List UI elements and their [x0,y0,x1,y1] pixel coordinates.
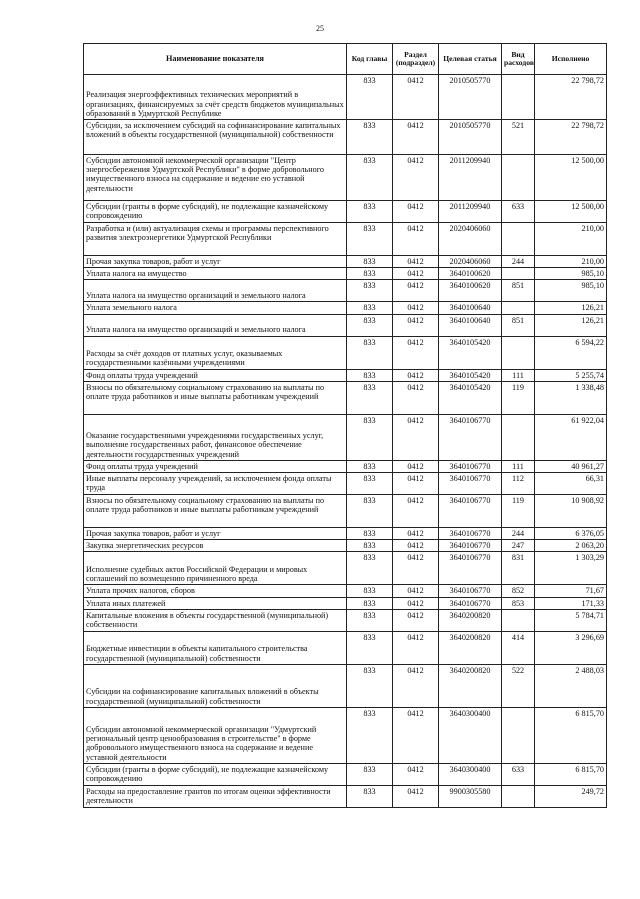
row-target-article: 2020406060 [439,223,502,256]
table-row [84,75,607,120]
row-executed: 210,00 [535,223,607,256]
row-name: Фонд оплаты труда учреждений [84,369,347,381]
row-section: 0412 [393,540,439,552]
row-expense-kind [502,785,535,807]
row-executed: 10 908,92 [535,495,607,528]
table-row [84,631,607,664]
row-chapter-code: 833 [347,664,393,707]
row-expense-kind: 831 [502,552,535,585]
row-chapter-code: 833 [347,528,393,540]
row-section: 0412 [393,302,439,314]
row-target-article: 3640106770 [439,597,502,609]
table-row [84,597,607,609]
header-executed: Исполнено [535,44,607,75]
row-name: Расходы на предоставление грантов по итогам оценки эффективности деятельности [84,785,347,807]
row-section: 0412 [393,707,439,763]
row-expense-kind: 851 [502,314,535,336]
page-number: 25 [316,24,324,33]
table-row [84,223,607,256]
row-target-article: 3640106770 [439,473,502,495]
row-name: Субсидии, за исключением субсидий на софинансирование капитальных вложений в объекты государственной (муниципальной) собственности [84,120,347,155]
table-row [84,473,607,495]
row-chapter-code: 833 [347,201,393,223]
row-chapter-code: 833 [347,120,393,155]
row-name: Субсидии автономной некоммерческой организации "Удмуртский региональный центр ценообразования в строительстве" в форме добровольного имущественного взноса на содержание и ведение уставной деятельности [84,707,347,763]
row-section: 0412 [393,336,439,369]
row-expense-kind: 521 [502,120,535,155]
row-expense-kind [502,414,535,460]
table-row [84,763,607,785]
row-section: 0412 [393,314,439,336]
table-row [84,369,607,381]
row-section: 0412 [393,369,439,381]
row-chapter-code: 833 [347,336,393,369]
row-expense-kind [502,75,535,120]
row-executed: 985,10 [535,280,607,302]
row-expense-kind [502,268,535,280]
row-chapter-code: 833 [347,460,393,472]
table-row [84,381,607,414]
row-expense-kind: 119 [502,495,535,528]
row-chapter-code: 833 [347,707,393,763]
row-target-article: 3640300400 [439,763,502,785]
row-chapter-code: 833 [347,75,393,120]
row-section: 0412 [393,256,439,268]
row-executed: 2 063,20 [535,540,607,552]
row-expense-kind: 633 [502,201,535,223]
row-name: Уплата налога на имущество [84,268,347,280]
row-expense-kind [502,336,535,369]
row-name: Исполнение судебных актов Российской Федерации и мировых соглашений по возмещению причиненного вреда [84,552,347,585]
row-section: 0412 [393,495,439,528]
row-chapter-code: 833 [347,597,393,609]
row-expense-kind: 851 [502,280,535,302]
header-article: Целевая статья [439,44,502,75]
header-code: Код главы [347,44,393,75]
row-expense-kind: 852 [502,585,535,597]
row-executed: 171,33 [535,597,607,609]
row-chapter-code: 833 [347,785,393,807]
row-chapter-code: 833 [347,302,393,314]
row-chapter-code: 833 [347,280,393,302]
expenditure-table [83,43,607,808]
row-section: 0412 [393,585,439,597]
row-executed: 210,00 [535,256,607,268]
row-expense-kind: 633 [502,763,535,785]
header-kind: Вид расходов [502,44,535,75]
table-row [84,201,607,223]
row-target-article: 2010505770 [439,75,502,120]
row-section: 0412 [393,609,439,631]
table-row [84,314,607,336]
row-section: 0412 [393,597,439,609]
row-section: 0412 [393,631,439,664]
table-row [84,302,607,314]
row-executed: 6 815,70 [535,707,607,763]
row-target-article: 3640100640 [439,314,502,336]
row-section: 0412 [393,75,439,120]
row-section: 0412 [393,785,439,807]
row-target-article: 3640300400 [439,707,502,763]
row-executed: 22 798,72 [535,75,607,120]
row-executed: 12 500,00 [535,201,607,223]
row-name: Уплата иных платежей [84,597,347,609]
row-section: 0412 [393,414,439,460]
row-name: Закупка энергетических ресурсов [84,540,347,552]
row-target-article: 3640200820 [439,664,502,707]
row-chapter-code: 833 [347,155,393,201]
row-chapter-code: 833 [347,552,393,585]
row-chapter-code: 833 [347,223,393,256]
row-name: Оказание государственными учреждениями государственных услуг, выполнение государственных работ, финансовое обеспечение деятельности государственных учреждений [84,414,347,460]
row-executed: 22 798,72 [535,120,607,155]
table-row [84,540,607,552]
row-name: Фонд оплаты труда учреждений [84,460,347,472]
row-section: 0412 [393,552,439,585]
row-target-article: 3640106770 [439,585,502,597]
row-chapter-code: 833 [347,256,393,268]
row-target-article: 3640100620 [439,268,502,280]
row-executed: 61 922,04 [535,414,607,460]
row-expense-kind: 414 [502,631,535,664]
row-name: Субсидии на софинансирование капитальных вложений в объекты государственной (муниципальной) собственности [84,664,347,707]
row-section: 0412 [393,664,439,707]
row-section: 0412 [393,201,439,223]
row-name: Взносы по обязательному социальному страхованию на выплаты по оплате труда работников и иные выплаты работникам учреждений [84,381,347,414]
row-name: Расходы за счёт доходов от платных услуг, оказываемых государственными казёнными учреждениями [84,336,347,369]
row-executed: 126,21 [535,314,607,336]
row-name: Уплата налога на имущество организаций и земельного налога [84,280,347,302]
row-target-article: 3640106770 [439,414,502,460]
row-executed: 5 784,71 [535,609,607,631]
row-expense-kind: 522 [502,664,535,707]
table-row [84,585,607,597]
row-section: 0412 [393,528,439,540]
table-row [84,609,607,631]
header-section: Раздел (подраздел) [393,44,439,75]
row-executed: 249,72 [535,785,607,807]
row-name: Уплата налога на имущество организаций и земельного налога [84,314,347,336]
row-chapter-code: 833 [347,763,393,785]
row-name: Реализация энергоэффективных технических мероприятий в организациях, финансируемых за счёт средств бюджетов муниципальных образований в Удмуртской Республике [84,75,347,120]
row-section: 0412 [393,155,439,201]
row-chapter-code: 833 [347,314,393,336]
row-target-article: 3640100640 [439,302,502,314]
row-expense-kind: 111 [502,369,535,381]
row-target-article: 3640106770 [439,460,502,472]
row-expense-kind: 119 [502,381,535,414]
row-target-article: 3640105420 [439,369,502,381]
row-expense-kind [502,302,535,314]
table-row [84,528,607,540]
row-executed: 66,31 [535,473,607,495]
row-executed: 71,67 [535,585,607,597]
table-row [84,268,607,280]
row-expense-kind [502,707,535,763]
row-name: Бюджетные инвестиции в объекты капитального строительства государственной (муниципальной) собственности [84,631,347,664]
row-chapter-code: 833 [347,268,393,280]
row-section: 0412 [393,223,439,256]
row-section: 0412 [393,473,439,495]
row-expense-kind [502,155,535,201]
row-section: 0412 [393,268,439,280]
table-row [84,495,607,528]
row-section: 0412 [393,280,439,302]
row-name: Субсидии (гранты в форме субсидий), не подлежащие казначейскому сопровождению [84,201,347,223]
row-section: 0412 [393,120,439,155]
row-executed: 1 303,29 [535,552,607,585]
row-chapter-code: 833 [347,609,393,631]
row-target-article: 3640106770 [439,540,502,552]
row-target-article: 3640105420 [439,336,502,369]
row-name: Прочая закупка товаров, работ и услуг [84,256,347,268]
table-row [84,707,607,763]
row-target-article: 9900305580 [439,785,502,807]
table-row [84,785,607,807]
row-name: Разработка и (или) актуализация схемы и программы перспективного развития электроэнергетики Удмуртской Республики [84,223,347,256]
row-name: Субсидии (гранты в форме субсидий), не подлежащие казначейскому сопровождению [84,763,347,785]
table-row [84,664,607,707]
row-expense-kind: 112 [502,473,535,495]
table-row [84,120,607,155]
header-name: Наименование показателя [84,44,347,75]
row-target-article: 3640106770 [439,528,502,540]
row-target-article: 3640200820 [439,609,502,631]
row-expense-kind: 111 [502,460,535,472]
row-name: Прочая закупка товаров, работ и услуг [84,528,347,540]
row-expense-kind [502,223,535,256]
row-chapter-code: 833 [347,540,393,552]
row-chapter-code: 833 [347,381,393,414]
row-target-article: 2011209940 [439,155,502,201]
row-executed: 40 961,27 [535,460,607,472]
row-executed: 6 815,70 [535,763,607,785]
row-name: Субсидии автономной некоммерческой организации "Центр энергосбережения Удмуртской Республики" в форме добровольного имущественного взноса на содержание и ведение ею уставной деятельности [84,155,347,201]
row-expense-kind: 853 [502,597,535,609]
row-name: Иные выплаты персоналу учреждений, за исключением фонда оплаты труда [84,473,347,495]
row-executed: 3 296,69 [535,631,607,664]
table-row [84,256,607,268]
table-row [84,336,607,369]
row-section: 0412 [393,763,439,785]
row-name: Уплата земельного налога [84,302,347,314]
row-target-article: 3640100620 [439,280,502,302]
row-chapter-code: 833 [347,473,393,495]
row-chapter-code: 833 [347,369,393,381]
table-row [84,414,607,460]
table-row [84,460,607,472]
row-target-article: 2010505770 [439,120,502,155]
row-expense-kind: 244 [502,256,535,268]
row-expense-kind [502,609,535,631]
row-expense-kind: 247 [502,540,535,552]
row-executed: 1 338,48 [535,381,607,414]
row-executed: 5 255,74 [535,369,607,381]
row-chapter-code: 833 [347,585,393,597]
row-name: Уплата прочих налогов, сборов [84,585,347,597]
table-header-row [84,44,607,75]
row-target-article: 3640200820 [439,631,502,664]
row-section: 0412 [393,460,439,472]
row-target-article: 3640105420 [439,381,502,414]
row-target-article: 3640106770 [439,495,502,528]
row-name: Капитальные вложения в объекты государственной (муниципальной) собственности [84,609,347,631]
row-executed: 6 594,22 [535,336,607,369]
row-target-article: 3640106770 [439,552,502,585]
row-executed: 985,10 [535,268,607,280]
row-chapter-code: 833 [347,414,393,460]
row-section: 0412 [393,381,439,414]
row-chapter-code: 833 [347,631,393,664]
row-executed: 2 488,03 [535,664,607,707]
row-executed: 12 500,00 [535,155,607,201]
row-target-article: 2020406060 [439,256,502,268]
row-name: Взносы по обязательному социальному страхованию на выплаты по оплате труда работников и иные выплаты работникам учреждений [84,495,347,528]
row-target-article: 2011209940 [439,201,502,223]
table-row [84,280,607,302]
row-executed: 126,21 [535,302,607,314]
row-expense-kind: 244 [502,528,535,540]
row-executed: 6 376,05 [535,528,607,540]
table-row [84,155,607,201]
row-chapter-code: 833 [347,495,393,528]
table-row [84,552,607,585]
